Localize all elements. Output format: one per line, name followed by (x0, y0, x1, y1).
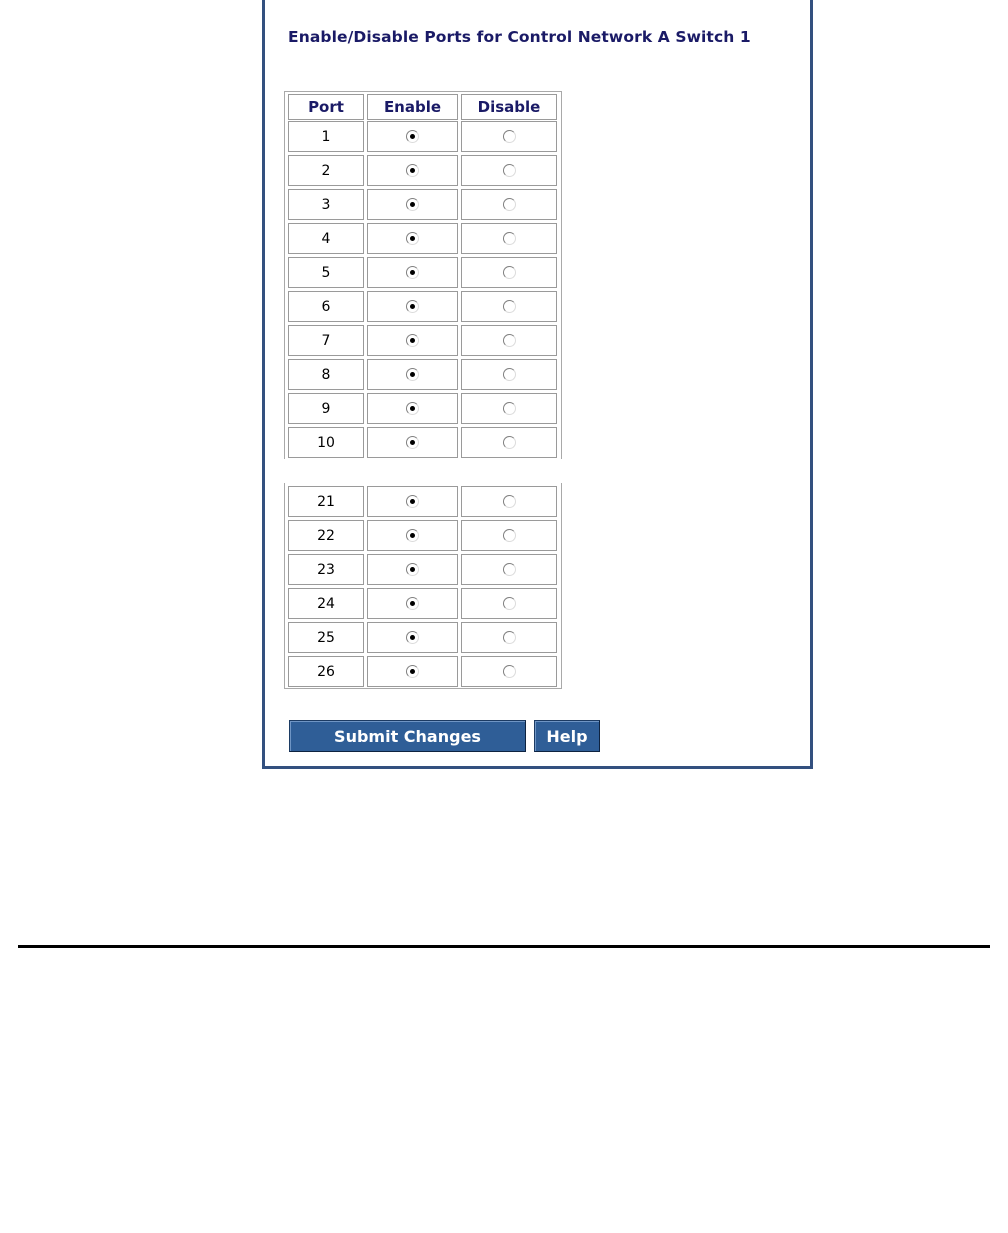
enable-radio[interactable] (406, 300, 419, 313)
table-row (286, 325, 560, 356)
help-button[interactable]: Help (534, 720, 600, 752)
disable-radio[interactable] (503, 665, 516, 678)
port-number: 7 (288, 325, 364, 356)
table-row (286, 155, 560, 186)
port-number: 8 (288, 359, 364, 390)
disable-cell (461, 325, 557, 356)
port-number: 25 (288, 622, 364, 653)
table-row (286, 359, 560, 390)
table-row (286, 588, 560, 619)
port-number: 2 (288, 155, 364, 186)
enable-cell (367, 291, 458, 322)
disable-radio[interactable] (503, 631, 516, 644)
disable-cell (461, 223, 557, 254)
enable-cell (367, 486, 458, 517)
port-number: 22 (288, 520, 364, 551)
port-table-upper (284, 91, 562, 459)
enable-cell (367, 257, 458, 288)
enable-cell (367, 427, 458, 458)
enable-radio[interactable] (406, 402, 419, 415)
page-title: Enable/Disable Ports for Control Network A Switch 1 (288, 28, 751, 46)
disable-cell (461, 427, 557, 458)
enable-radio[interactable] (406, 130, 419, 143)
enable-radio[interactable] (406, 436, 419, 449)
disable-cell (461, 257, 557, 288)
enable-radio[interactable] (406, 495, 419, 508)
port-number: 21 (288, 486, 364, 517)
enable-cell (367, 223, 458, 254)
disable-radio[interactable] (503, 198, 516, 211)
enable-radio[interactable] (406, 334, 419, 347)
disable-radio[interactable] (503, 402, 516, 415)
disable-cell (461, 554, 557, 585)
table-header-row (286, 94, 560, 120)
enable-radio[interactable] (406, 563, 419, 576)
table-row (286, 393, 560, 424)
column-header-enable: Enable (367, 94, 458, 120)
enable-cell (367, 622, 458, 653)
disable-cell (461, 622, 557, 653)
enable-radio[interactable] (406, 631, 419, 644)
horizontal-divider (18, 945, 990, 948)
enable-cell (367, 359, 458, 390)
column-header-disable: Disable (461, 94, 557, 120)
enable-radio[interactable] (406, 232, 419, 245)
disable-cell (461, 656, 557, 687)
port-number: 23 (288, 554, 364, 585)
table-row (286, 656, 560, 687)
table-row (286, 257, 560, 288)
disable-radio[interactable] (503, 164, 516, 177)
disable-radio[interactable] (503, 300, 516, 313)
column-header-port: Port (288, 94, 364, 120)
disable-radio[interactable] (503, 266, 516, 279)
disable-radio[interactable] (503, 529, 516, 542)
disable-radio[interactable] (503, 368, 516, 381)
table-row (286, 121, 560, 152)
enable-cell (367, 155, 458, 186)
enable-cell (367, 189, 458, 220)
table-row (286, 223, 560, 254)
enable-cell (367, 588, 458, 619)
port-number: 4 (288, 223, 364, 254)
disable-cell (461, 121, 557, 152)
disable-radio[interactable] (503, 597, 516, 610)
disable-radio[interactable] (503, 495, 516, 508)
disable-cell (461, 588, 557, 619)
enable-cell (367, 520, 458, 551)
enable-radio[interactable] (406, 597, 419, 610)
table-row (286, 520, 560, 551)
enable-radio[interactable] (406, 198, 419, 211)
port-number: 3 (288, 189, 364, 220)
submit-changes-button[interactable]: Submit Changes (289, 720, 526, 752)
port-number: 1 (288, 121, 364, 152)
disable-cell (461, 291, 557, 322)
disable-cell (461, 155, 557, 186)
port-number: 26 (288, 656, 364, 687)
table-row (286, 291, 560, 322)
enable-cell (367, 121, 458, 152)
enable-cell (367, 656, 458, 687)
port-number: 24 (288, 588, 364, 619)
enable-radio[interactable] (406, 164, 419, 177)
disable-cell (461, 520, 557, 551)
enable-cell (367, 325, 458, 356)
port-number: 6 (288, 291, 364, 322)
port-number: 9 (288, 393, 364, 424)
port-number: 5 (288, 257, 364, 288)
enable-radio[interactable] (406, 529, 419, 542)
disable-radio[interactable] (503, 563, 516, 576)
disable-cell (461, 486, 557, 517)
disable-cell (461, 393, 557, 424)
table-row (286, 486, 560, 517)
disable-cell (461, 189, 557, 220)
enable-cell (367, 554, 458, 585)
disable-radio[interactable] (503, 436, 516, 449)
enable-radio[interactable] (406, 665, 419, 678)
port-number: 10 (288, 427, 364, 458)
disable-cell (461, 359, 557, 390)
disable-radio[interactable] (503, 334, 516, 347)
table-row (286, 189, 560, 220)
table-row (286, 427, 560, 458)
disable-radio[interactable] (503, 130, 516, 143)
table-row (286, 622, 560, 653)
port-table-lower (284, 483, 562, 689)
enable-radio[interactable] (406, 266, 419, 279)
table-row (286, 554, 560, 585)
enable-cell (367, 393, 458, 424)
enable-radio[interactable] (406, 368, 419, 381)
disable-radio[interactable] (503, 232, 516, 245)
